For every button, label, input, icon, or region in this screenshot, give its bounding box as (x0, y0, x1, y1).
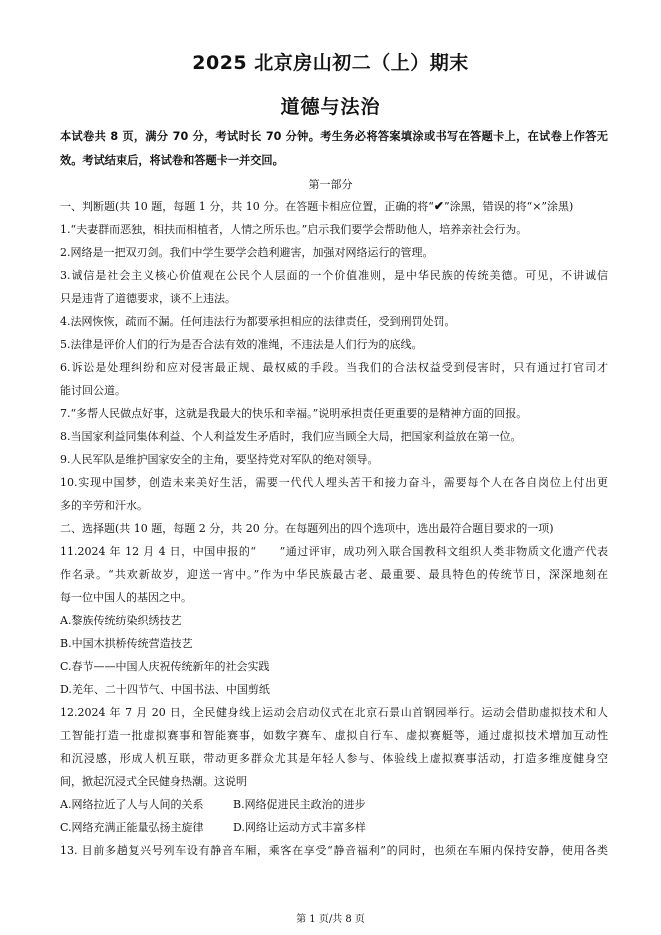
question-9: 9.人民军队是维护国家安全的主角，要坚持党对军队的绝对领导。 (60, 453, 379, 466)
question-4: 4.法网恢恢，疏而不漏。任何违法行为都要承担相应的法律责任，受到刑罚处罚。 (60, 315, 456, 328)
option-a: A.黎族传统纺染织绣技艺 (60, 614, 182, 627)
question-2: 2.网络是一把双刃剑。我们中学生要学会趋利避害，加强对网络运行的管理。 (60, 246, 434, 259)
question-12-line: 间，掀起沉浸式全民健身热潮。这说明 (60, 775, 247, 788)
question-11-line: 作名录。“共欢新故岁，迎送一宵中。”作为中华民族最古老、最重要、最具特色的传统节日，深深地刻在 (60, 568, 608, 581)
question-1: 1.“夫妻群而恶独，相扶而相植者，人情之所乐也。”启示我们要学会帮助他人，培养亲社会行为。 (60, 223, 528, 236)
notice-line: 本试卷共 8 页，满分 70 分，考试时长 70 分钟。考生务必将答案填涂或书写在答题卡上，在试卷上作答无 (60, 130, 608, 143)
notice-line: 效。考试结束后，将试卷和答题卡一并交回。 (60, 154, 284, 167)
question-6-line: 能讨回公道。 (60, 384, 126, 397)
exam-notice (60, 125, 608, 173)
part-label: 第一部分 (308, 178, 353, 191)
question-8: 8.当国家利益同集体利益、个人利益发生矛盾时，我们应当顾全大局，把国家利益放在第一位。 (60, 430, 522, 443)
section1-heading-text: 一、判断题(共 10 题，每题 1 分，共 10 分。在答题卡相应位置，正确的将“ (60, 200, 434, 213)
question-5: 5.法律是评价人们的行为是否合法有效的准绳，不违法是人们行为的底线。 (60, 338, 423, 351)
section2-heading: 二、选择题(共 10 题，每题 2 分，共 20 分。在每题列出的四个选项中，选出最符合题目要求的一项) (60, 522, 554, 535)
option-c: C.网络充满正能量弘扬主旋律 (60, 821, 204, 834)
question-12-line: 工智能打造一批虚拟赛事和智能赛事，如数字赛车、虚拟自行车、虚拟赛艇等，通过虚拟技术增加互动性 (60, 729, 608, 742)
option-row (60, 819, 608, 835)
question-13-line: 13. 目前多趟复兴号列车设有静音车厢，乘客在享受“静音福利”的同时，也须在车厢内保持安静，使用各类 (60, 844, 608, 857)
exam-subject: 道德与法治 (280, 96, 381, 118)
question-11-line: 11.2024 年 12 月 4 日，中国申报的“ ”通过评审，成功列入联合国教科文组织人类非物质文化遗产代表 (60, 545, 608, 558)
question-11-line: 每一位中国人的基因之中。 (60, 591, 192, 604)
option-b: B.网络促进民主政治的进步 (233, 798, 366, 811)
question-7: 7.“多帮人民做点好事，这就是我最大的快乐和幸福。”说明承担责任更重要的是精神方面的回报。 (60, 407, 528, 420)
option-d: D.网络让运动方式丰富多样 (233, 821, 366, 834)
question-3-line: 只是违背了道德要求，谈不上违法。 (60, 292, 236, 305)
question-10-line: 多的辛劳和汗水。 (60, 499, 148, 512)
question-12-line: 和沉浸感，形成人机互联，带动更多群众尤其是年轻人参与、体验线上虚拟赛事活动，打造多维度健身空 (60, 752, 608, 765)
section1-heading (60, 198, 608, 214)
question-6-line: 6.诉讼是处理纠纷和应对侵害最正规、最权威的手段。当我们的合法权益受到侵害时，只有通过打官司才 (60, 361, 608, 374)
question-12-line: 12.2024 年 7 月 20 日，全民健身线上运动会启动仪式在北京石景山首钢园举行。运动会借助虚拟技术和人 (60, 706, 608, 719)
section1-heading-text: ”涂黑，错误的将“×”涂黑) (443, 200, 574, 213)
question-10-line: 10.实现中国梦，创造未来美好生活，需要一代代人埋头苦干和接力奋斗，需要每个人在各自岗位上付出更 (60, 476, 608, 489)
option-d: D.羌年、二十四节气、中国书法、中国剪纸 (60, 683, 270, 696)
option-c: C.春节——中国人庆祝传统新年的社会实践 (60, 660, 270, 673)
option-row (60, 796, 608, 812)
option-a: A.网络拉近了人与人间的关系 (60, 798, 204, 811)
option-b: B.中国木拱桥传统营造技艺 (60, 637, 193, 650)
question-3-line: 3.诚信是社会主义核心价值观在公民个人层面的一个价值准则，是中华民族的传统美德。可见，不讲诚信 (60, 269, 608, 282)
exam-title: 2025 北京房山初二（上）期末 (192, 52, 469, 74)
page-number: 第 1 页/共 8 页 (296, 914, 365, 925)
check-mark-icon: ✔ (433, 199, 444, 213)
